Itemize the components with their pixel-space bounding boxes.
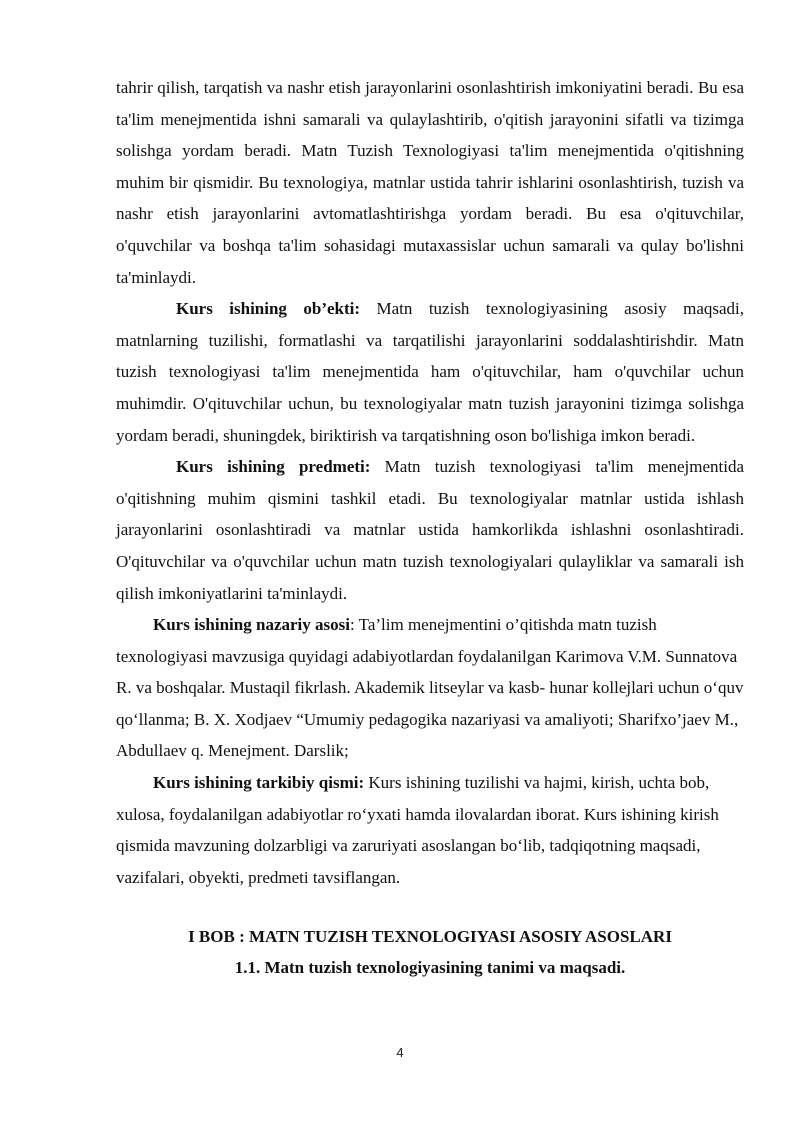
course-object-label: Kurs ishining ob’ekti:	[176, 299, 361, 319]
paragraph-course-subject	[116, 451, 744, 609]
paragraph-intro-continued: tahrir qilish, tarqatish va nashr etish jarayonlarini osonlashtirish imkoniyatini beradi. Bu esa ta'lim menejmentida ishni samarali va qulaylashtirib, o'qitish jarayonini sifatli va tizimga solishga yordam beradi. Matn Tuzish Texnologiyasi ta'lim menejmentida o'qitishning muhim bir qismidir. Bu texnologiya, matnlar ustida tahrir ishlarini osonlashtirish, tuzish va nashr etish jarayonlarini avtomatlashtirishga yordam beradi. Bu esa o'qituvchilar, o'quvchilar va boshqa ta'lim sohasidagi mutaxassislar uchun samarali va qulay bo'lishni ta'minlaydi.	[116, 78, 744, 287]
page-number: 4	[396, 1045, 404, 1060]
course-object-text: Matn tuzish texnologiyasining asosiy maqsadi, matnlarning tuzilishi, formatlashi va tarqatilishi jarayonlarini soddalashtirishdir. Matn tuzish texnologiyasi ta'lim menejmentida ham o'qituvchilar, ham o'quvchilar uchun muhimdir. O'qituvchilar uchun, bu texnologiyalar matn tuzish jarayonini tizimga solishga yordam beradi, shuningdek, biriktirish va tarqatishning oson bo'lishiga imkon beradi.	[116, 299, 744, 445]
theoretical-basis-label: Kurs ishining nazariy asosi	[153, 615, 350, 635]
document-page	[116, 72, 744, 983]
course-subject-label: Kurs ishining predmeti:	[176, 457, 371, 477]
spacer	[116, 893, 744, 921]
structure-label: Kurs ishining tarkibiy qismi:	[153, 773, 365, 793]
structure-text: Kurs ishining tuzilishi va hajmi, kirish, uchta bob, xulosa, foydalanilgan adabiyotlar ro‘yxati hamda ilovalardan iborat. Kurs ishining kirish qismida mavzuning dolzarbligi va zaruriyati asoslangan bo‘lib, tadqiqotning maqsadi, vazifalari, obyekti, predmeti tavsiflangan.	[116, 773, 719, 887]
course-subject-text: Matn tuzish texnologiyasi ta'lim menejmentida o'qitishning muhim qismini tashkil etadi. Bu texnologiyalar matnlar ustida ishlash jarayonlarini osonlashtiradi va matnlar ustida hamkorlikda ishlashni osonlashtiradi. O'qituvchilar va o'quvchilar uchun matn tuzish texnologiyalari qulayliklar va samarali ish qilish imkoniyatlarini ta'minlaydi.	[116, 457, 745, 603]
chapter-heading: I BOB : MATN TUZISH TEXNOLOGIYASI ASOSIY ASOSLARI	[188, 927, 672, 947]
theoretical-basis-text: : Ta’lim menejmentini o’qitishda matn tuzish texnologiyasi mavzusiga quyidagi adabiyotlardan foydalanilgan Karimova V.M. Sunnatova R. va boshqalar. Mustaqil fikrlash. Akademik litseylar va kasb- hunar kollejlari uchun o‘quv qo‘llanma; B. X. Xodjaev “Umumiy pedagogika nazariyasi va amaliyoti; Sharifxo’jaev M., Abdullaev q. Menejment. Darslik;	[116, 615, 744, 761]
section-heading: 1.1. Matn tuzish texnologiyasining tanimi va maqsadi.	[234, 958, 626, 978]
paragraph-structure	[116, 767, 744, 893]
paragraph-course-object	[116, 293, 744, 451]
paragraph-theoretical-basis	[116, 609, 744, 767]
